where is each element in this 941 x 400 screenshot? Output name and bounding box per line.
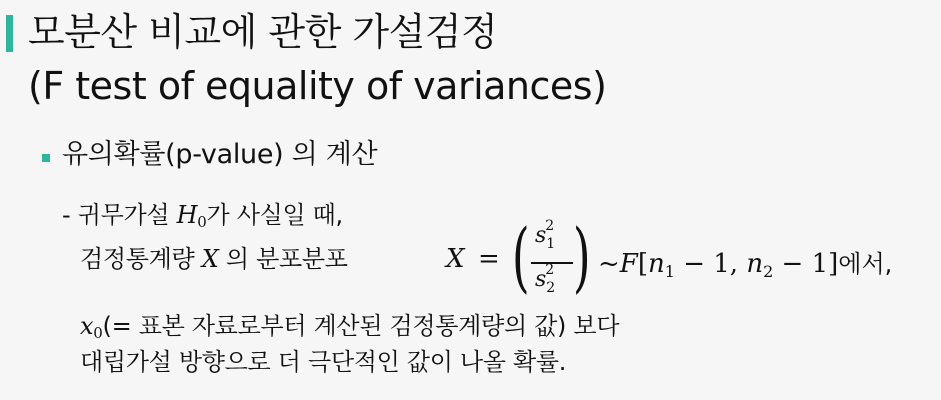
observed-value-line — [80, 311, 619, 348]
fraction-denominator — [535, 262, 564, 296]
formula-lhs: X — [446, 244, 465, 274]
formula-tilde: ~ — [598, 249, 620, 279]
x0-sub: 0 — [93, 324, 103, 342]
title-accent-bar — [6, 15, 13, 52]
numerator-sub: 1 — [546, 236, 556, 252]
formula-minus1: − 1, — [674, 249, 747, 279]
page-title: 모분산 비교에 관한 가설검정 — [28, 10, 498, 54]
denominator-s: s — [535, 267, 547, 292]
formula-suffix: 에서, — [838, 250, 893, 278]
formula-distribution — [598, 244, 892, 281]
numerator-s: s — [535, 223, 547, 248]
distribution-line — [80, 244, 348, 274]
numerator-sup: 2 — [545, 218, 555, 234]
f-statistic-formula — [446, 212, 936, 307]
formula-n2: n — [746, 249, 764, 279]
formula-equals: = — [478, 244, 500, 274]
formula-f: F — [619, 249, 638, 279]
null-suffix: 가 사실일 때, — [206, 201, 343, 229]
formula-minus2: − 1 — [773, 249, 829, 279]
formula-n2-sub: 2 — [763, 262, 774, 281]
dist-suffix: 의 분포분포 — [218, 245, 348, 273]
null-hypothesis-line — [62, 200, 343, 237]
bullet-square-icon — [42, 154, 50, 162]
fraction-numerator — [535, 218, 564, 252]
null-prefix: 귀무가설 — [77, 201, 177, 229]
dist-symbol-x: X — [201, 245, 219, 273]
dist-prefix: 검정통계량 — [80, 245, 202, 273]
bullet-heading: 유의확률(p-value) 의 계산 — [62, 139, 378, 170]
x0-symbol: x — [80, 312, 94, 340]
null-symbol-h: H — [176, 201, 198, 229]
formula-bracket-close: ] — [828, 249, 839, 279]
denominator-sub: 2 — [546, 280, 556, 296]
dash-marker: - — [62, 201, 71, 229]
formula-bracket-open: [ — [637, 249, 648, 279]
null-symbol-sub: 0 — [197, 213, 207, 231]
alternative-line: 대립가설 방향으로 더 극단적인 값이 나올 확률. — [80, 348, 567, 376]
formula-n1-sub: 1 — [664, 262, 675, 281]
formula-paren-right: ) — [572, 212, 591, 301]
page-subtitle: (F test of equality of variances) — [28, 64, 607, 108]
x0-text: (= 표본 자료로부터 계산된 검정통계량의 값) 보다 — [102, 312, 620, 340]
variance-ratio-fraction — [531, 218, 575, 303]
formula-paren-left: ( — [511, 212, 530, 301]
formula-n1: n — [648, 249, 665, 279]
denominator-sup: 2 — [545, 262, 555, 278]
